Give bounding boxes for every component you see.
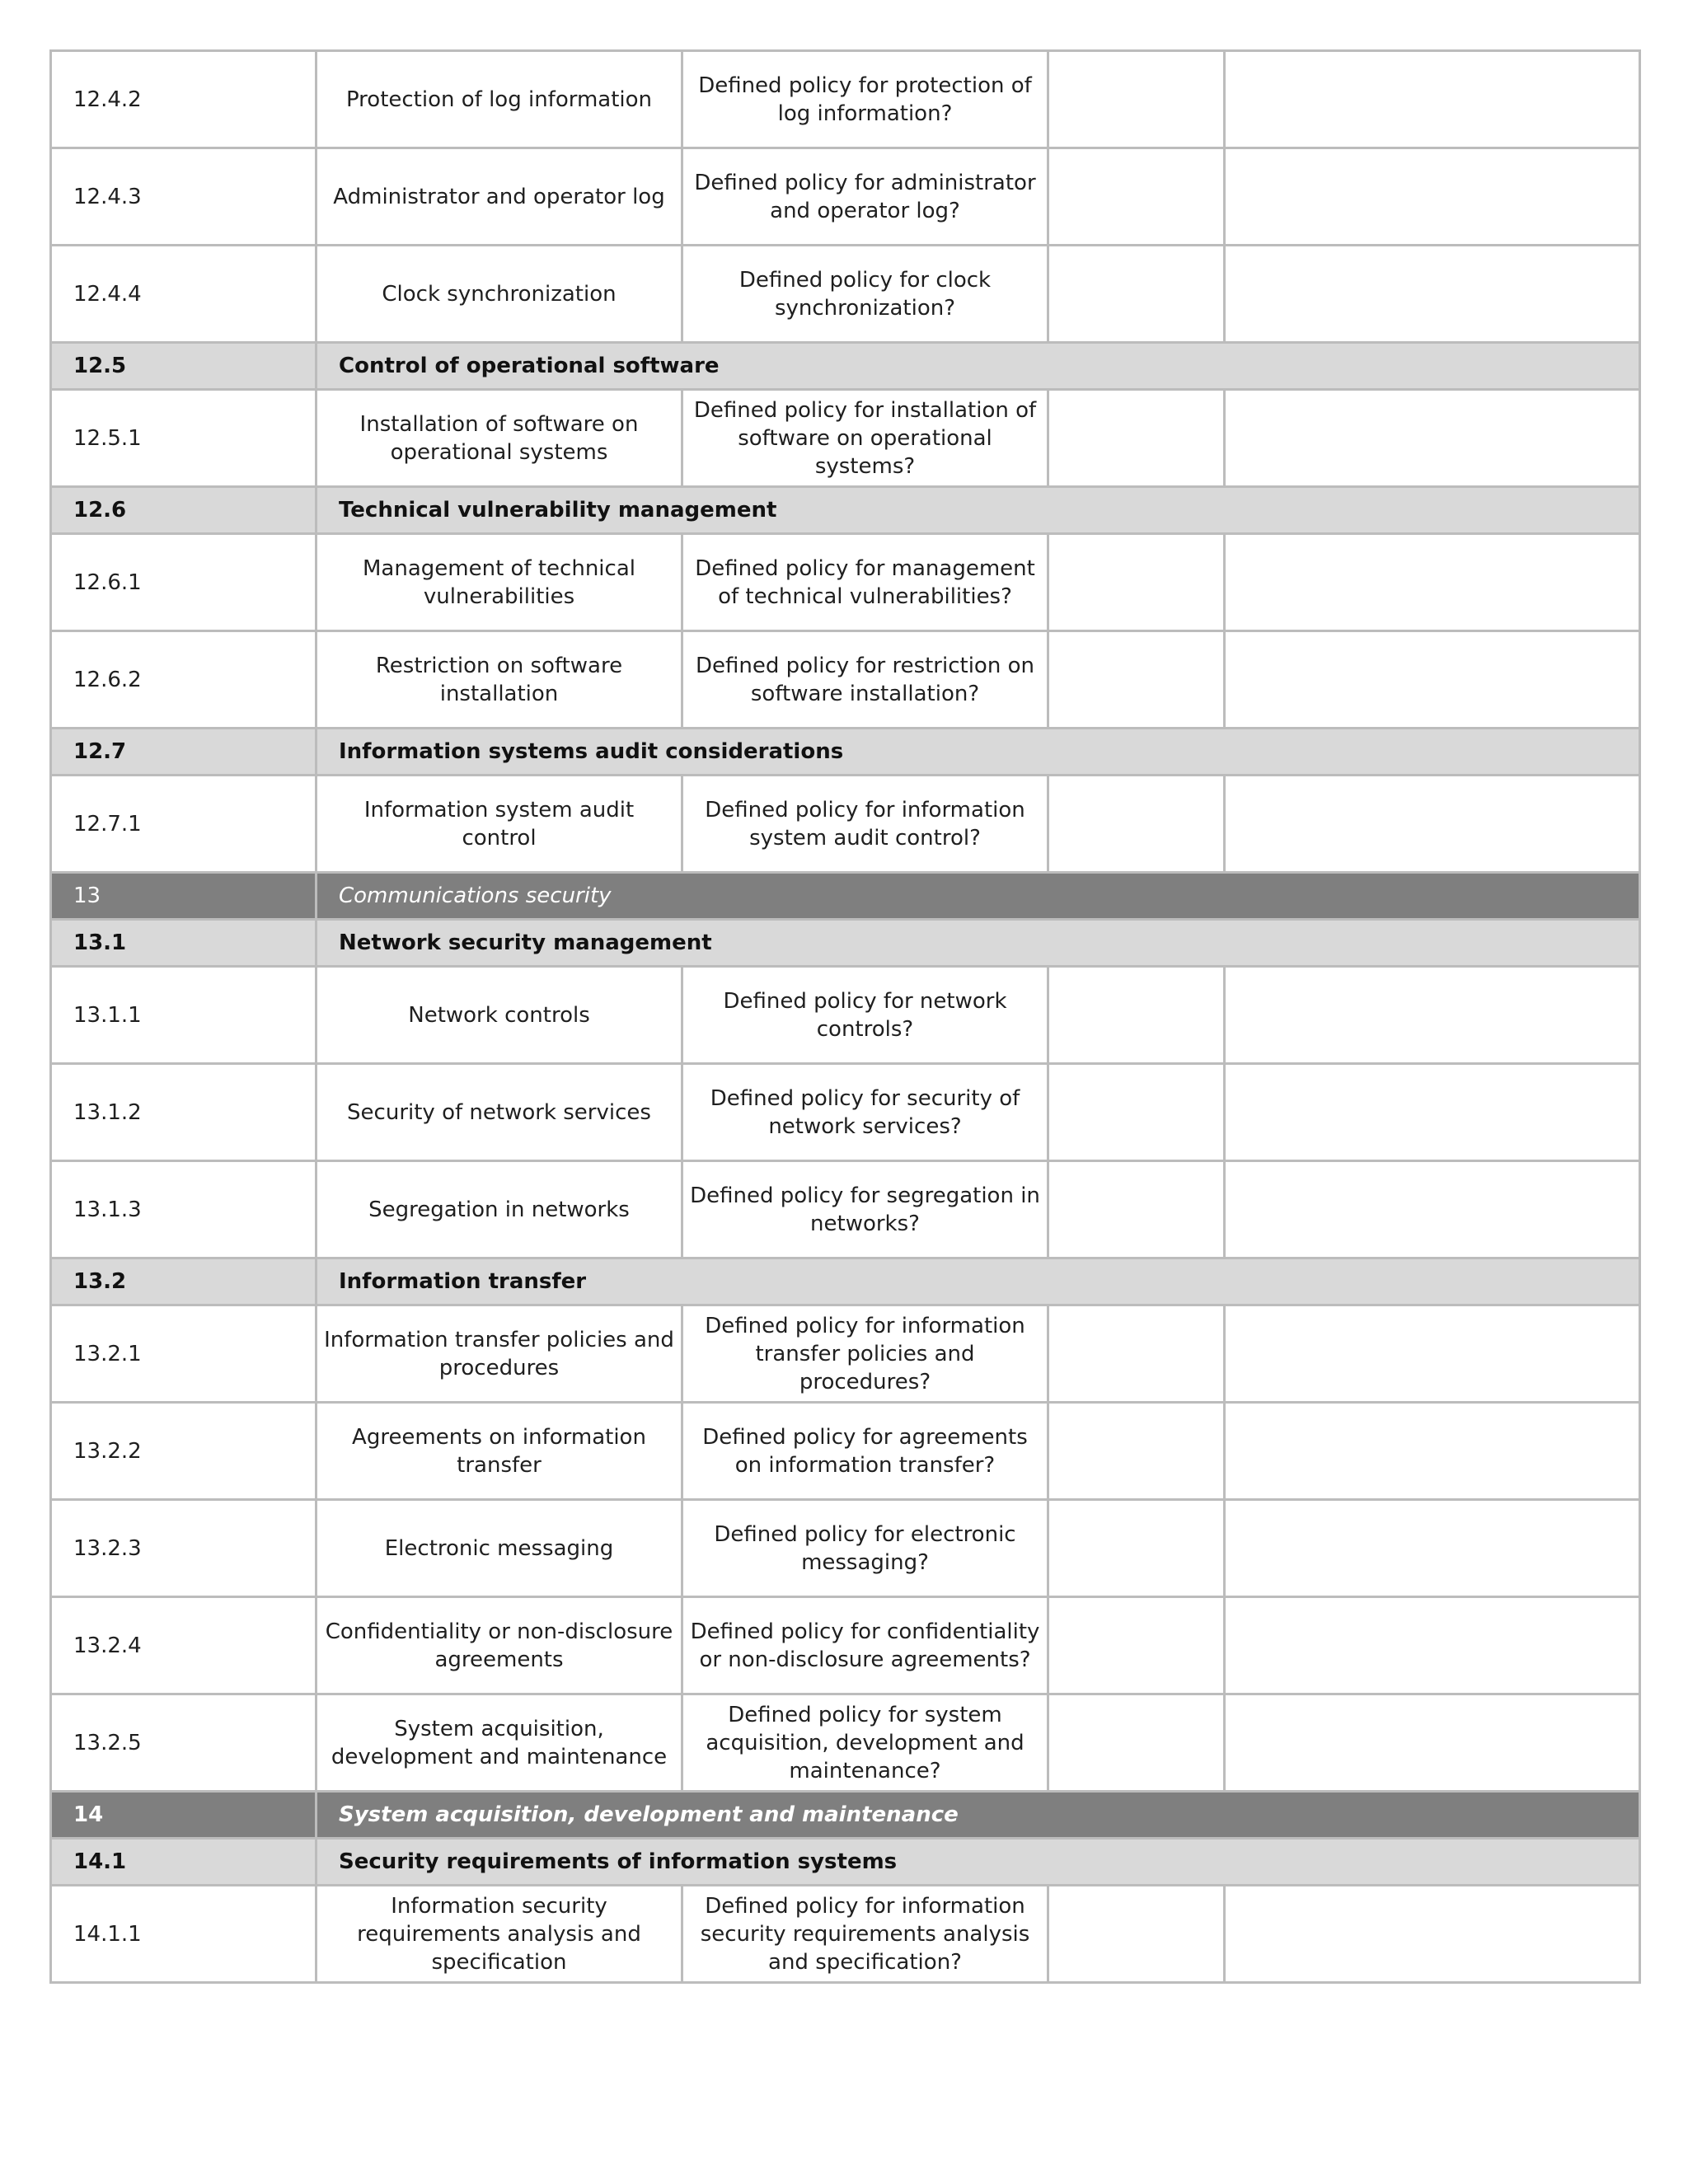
answer-cell[interactable] xyxy=(1048,631,1225,729)
control-row xyxy=(51,1694,1640,1792)
control-name: Information system audit control xyxy=(316,776,682,873)
subsection-header-row xyxy=(51,343,1640,390)
control-row xyxy=(51,776,1640,873)
subsection-title: Information transfer xyxy=(316,1258,1640,1305)
audit-checklist-table xyxy=(49,49,1641,1984)
subsection-number: 12.6 xyxy=(51,487,316,534)
control-name: Clock synchronization xyxy=(316,246,682,343)
answer-cell[interactable] xyxy=(1048,1403,1225,1500)
control-question: Defined policy for agreements on information transfer? xyxy=(682,1403,1048,1500)
control-question: Defined policy for information transfer policies and procedures? xyxy=(682,1305,1048,1403)
control-row xyxy=(51,246,1640,343)
section-number: 13 xyxy=(51,873,316,920)
notes-cell[interactable] xyxy=(1225,1500,1640,1597)
section-number: 14 xyxy=(51,1792,316,1839)
notes-cell[interactable] xyxy=(1225,534,1640,631)
section-header-row xyxy=(51,1792,1640,1839)
control-number: 12.6.2 xyxy=(51,631,316,729)
control-number: 13.2.4 xyxy=(51,1597,316,1694)
control-row xyxy=(51,1403,1640,1500)
control-name: Installation of software on operational systems xyxy=(316,390,682,487)
subsection-number: 14.1 xyxy=(51,1839,316,1886)
table-body xyxy=(51,51,1640,1983)
control-number: 13.2.5 xyxy=(51,1694,316,1792)
notes-cell[interactable] xyxy=(1225,1305,1640,1403)
control-number: 12.7.1 xyxy=(51,776,316,873)
control-number: 12.4.4 xyxy=(51,246,316,343)
answer-cell[interactable] xyxy=(1048,1500,1225,1597)
control-question: Defined policy for protection of log information? xyxy=(682,51,1048,148)
control-number: 12.4.3 xyxy=(51,148,316,246)
subsection-title: Technical vulnerability management xyxy=(316,487,1640,534)
subsection-number: 13.2 xyxy=(51,1258,316,1305)
control-name: Administrator and operator log xyxy=(316,148,682,246)
control-row xyxy=(51,631,1640,729)
notes-cell[interactable] xyxy=(1225,1694,1640,1792)
answer-cell[interactable] xyxy=(1048,148,1225,246)
control-number: 13.2.1 xyxy=(51,1305,316,1403)
notes-cell[interactable] xyxy=(1225,148,1640,246)
subsection-header-row xyxy=(51,1258,1640,1305)
answer-cell[interactable] xyxy=(1048,1305,1225,1403)
control-number: 12.5.1 xyxy=(51,390,316,487)
control-name: Segregation in networks xyxy=(316,1161,682,1258)
control-name: System acquisition, development and maintenance xyxy=(316,1694,682,1792)
control-number: 12.4.2 xyxy=(51,51,316,148)
control-question: Defined policy for administrator and operator log? xyxy=(682,148,1048,246)
control-question: Defined policy for information system audit control? xyxy=(682,776,1048,873)
control-row xyxy=(51,967,1640,1064)
control-question: Defined policy for management of technical vulnerabilities? xyxy=(682,534,1048,631)
control-number: 12.6.1 xyxy=(51,534,316,631)
section-header-row xyxy=(51,873,1640,920)
answer-cell[interactable] xyxy=(1048,967,1225,1064)
control-number: 13.2.2 xyxy=(51,1403,316,1500)
answer-cell[interactable] xyxy=(1048,1694,1225,1792)
notes-cell[interactable] xyxy=(1225,776,1640,873)
control-name: Electronic messaging xyxy=(316,1500,682,1597)
control-row xyxy=(51,534,1640,631)
control-row xyxy=(51,1064,1640,1161)
subsection-title: Security requirements of information systems xyxy=(316,1839,1640,1886)
subsection-header-row xyxy=(51,729,1640,776)
notes-cell[interactable] xyxy=(1225,390,1640,487)
subsection-number: 12.7 xyxy=(51,729,316,776)
control-name: Information transfer policies and procedures xyxy=(316,1305,682,1403)
subsection-title: Information systems audit considerations xyxy=(316,729,1640,776)
answer-cell[interactable] xyxy=(1048,246,1225,343)
audit-checklist-page xyxy=(49,49,1639,1984)
answer-cell[interactable] xyxy=(1048,1886,1225,1983)
notes-cell[interactable] xyxy=(1225,631,1640,729)
control-question: Defined policy for information security requirements analysis and specification? xyxy=(682,1886,1048,1983)
notes-cell[interactable] xyxy=(1225,1886,1640,1983)
notes-cell[interactable] xyxy=(1225,1403,1640,1500)
notes-cell[interactable] xyxy=(1225,1064,1640,1161)
subsection-number: 13.1 xyxy=(51,920,316,967)
control-row xyxy=(51,1305,1640,1403)
subsection-title: Network security management xyxy=(316,920,1640,967)
subsection-title: Control of operational software xyxy=(316,343,1640,390)
section-title: Communications security xyxy=(316,873,1640,920)
answer-cell[interactable] xyxy=(1048,1161,1225,1258)
control-name: Restriction on software installation xyxy=(316,631,682,729)
control-row xyxy=(51,1500,1640,1597)
subsection-number: 12.5 xyxy=(51,343,316,390)
control-name: Information security requirements analysis and specification xyxy=(316,1886,682,1983)
control-row xyxy=(51,390,1640,487)
control-name: Protection of log information xyxy=(316,51,682,148)
control-number: 13.1.1 xyxy=(51,967,316,1064)
notes-cell[interactable] xyxy=(1225,1161,1640,1258)
section-title: System acquisition, development and maintenance xyxy=(316,1792,1640,1839)
answer-cell[interactable] xyxy=(1048,776,1225,873)
notes-cell[interactable] xyxy=(1225,246,1640,343)
control-name: Network controls xyxy=(316,967,682,1064)
subsection-header-row xyxy=(51,1839,1640,1886)
control-row xyxy=(51,1597,1640,1694)
answer-cell[interactable] xyxy=(1048,51,1225,148)
control-number: 13.1.2 xyxy=(51,1064,316,1161)
answer-cell[interactable] xyxy=(1048,1064,1225,1161)
control-question: Defined policy for electronic messaging? xyxy=(682,1500,1048,1597)
control-number: 14.1.1 xyxy=(51,1886,316,1983)
control-question: Defined policy for system acquisition, development and maintenance? xyxy=(682,1694,1048,1792)
subsection-header-row xyxy=(51,920,1640,967)
control-number: 13.2.3 xyxy=(51,1500,316,1597)
answer-cell[interactable] xyxy=(1048,534,1225,631)
notes-cell[interactable] xyxy=(1225,1597,1640,1694)
control-question: Defined policy for network controls? xyxy=(682,967,1048,1064)
control-name: Security of network services xyxy=(316,1064,682,1161)
control-question: Defined policy for confidentiality or non-disclosure agreements? xyxy=(682,1597,1048,1694)
control-question: Defined policy for installation of software on operational systems? xyxy=(682,390,1048,487)
control-row xyxy=(51,148,1640,246)
control-question: Defined policy for restriction on software installation? xyxy=(682,631,1048,729)
control-question: Defined policy for clock synchronization? xyxy=(682,246,1048,343)
control-question: Defined policy for security of network services? xyxy=(682,1064,1048,1161)
control-row xyxy=(51,51,1640,148)
notes-cell[interactable] xyxy=(1225,967,1640,1064)
subsection-header-row xyxy=(51,487,1640,534)
control-row xyxy=(51,1161,1640,1258)
control-name: Agreements on information transfer xyxy=(316,1403,682,1500)
answer-cell[interactable] xyxy=(1048,390,1225,487)
control-question: Defined policy for segregation in networks? xyxy=(682,1161,1048,1258)
control-name: Management of technical vulnerabilities xyxy=(316,534,682,631)
control-row xyxy=(51,1886,1640,1983)
control-number: 13.1.3 xyxy=(51,1161,316,1258)
control-name: Confidentiality or non-disclosure agreements xyxy=(316,1597,682,1694)
notes-cell[interactable] xyxy=(1225,51,1640,148)
answer-cell[interactable] xyxy=(1048,1597,1225,1694)
